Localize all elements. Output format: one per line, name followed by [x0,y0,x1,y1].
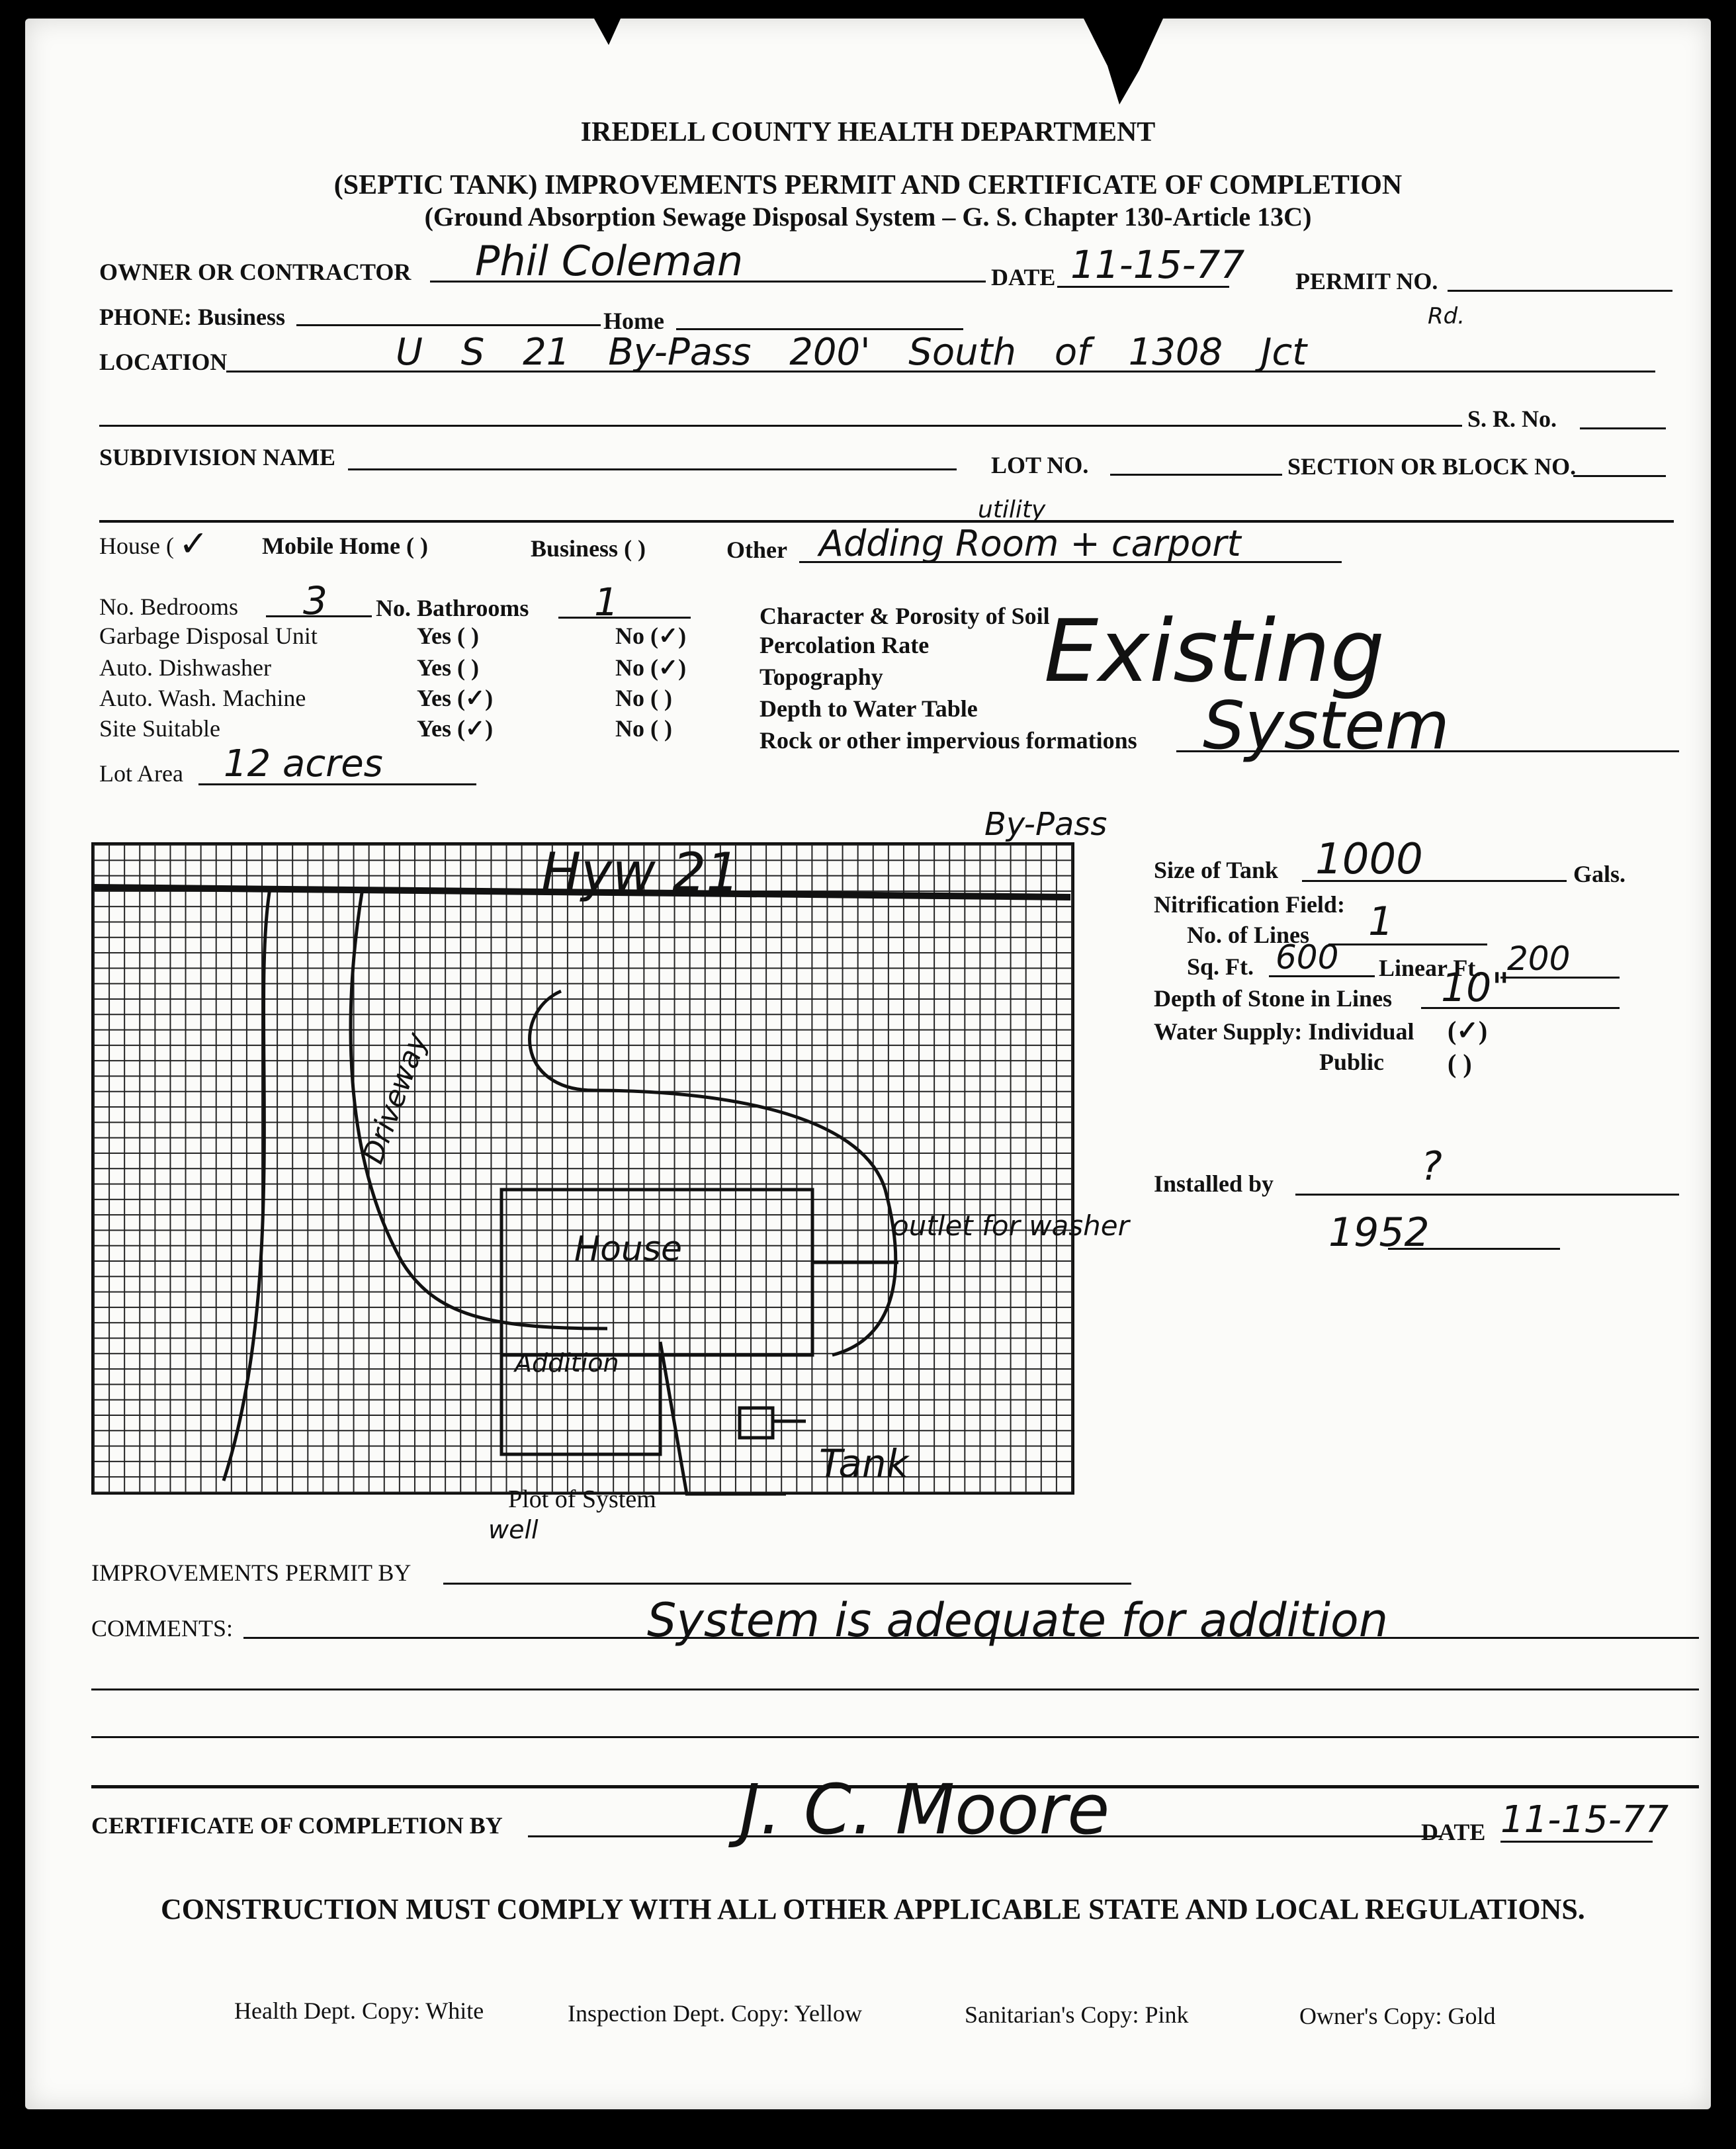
soil-item: Percolation Rate [760,632,930,658]
department-heading: IREDELL COUNTY HEALTH DEPARTMENT [580,117,1156,148]
other-label: Other [726,537,787,563]
fixture-yes[interactable]: Yes ( ) [417,654,479,681]
bedrooms-label: No. Bedrooms [99,593,238,620]
lines-label: No. of Lines [1187,922,1310,948]
bedrooms-value[interactable]: 3 [303,578,327,623]
nitrification-label: Nitrification Field: [1154,891,1345,918]
house-check[interactable]: ✓ [179,523,209,564]
plot-road-label: Hyw 21 [541,842,740,903]
installed-value[interactable]: ? [1421,1143,1442,1190]
owner-label: OWNER OR CONTRACTOR [99,259,412,285]
fixture-no[interactable]: No (✓) [615,654,687,681]
lot-area-label: Lot Area [99,760,183,787]
other-value[interactable]: Adding Room + carport [819,523,1241,564]
linear-value[interactable]: 200 [1507,940,1571,978]
stone-label: Depth of Stone in Lines [1154,985,1393,1012]
comments-label: COMMENTS: [91,1615,234,1642]
plot-caption: Plot of System [508,1485,656,1513]
lines-value[interactable]: 1 [1368,899,1394,945]
fixture-label: Garbage Disposal Unit [99,623,318,649]
installed-line [1295,1194,1679,1196]
plot-road-note: By-Pass [984,806,1107,843]
tank-size-label: Size of Tank [1154,857,1279,883]
lot-no-label: LOT NO. [991,452,1089,478]
copy-inspection: Inspection Dept. Copy: Yellow [568,2000,862,2027]
permit-no-label: PERMIT NO. [1295,268,1438,294]
bathrooms-value[interactable]: 1 [594,580,619,625]
plot-house-label: House [574,1229,682,1269]
subdivision-line [348,468,957,470]
sr-no-label: S. R. No. [1467,406,1557,432]
copy-sanitarian: Sanitarian's Copy: Pink [965,2001,1189,2028]
soil-item: Topography [760,664,883,690]
copy-owner: Owner's Copy: Gold [1299,2003,1496,2029]
lot-no-line [1110,474,1282,476]
certificate-date-value[interactable]: 11-15-77 [1500,1798,1669,1841]
phone-home-label: Home [603,308,664,334]
location-rd-note: Rd. [1428,303,1465,329]
soil-item: Character & Porosity of Soil [760,603,1050,629]
fixture-no[interactable]: No ( ) [615,715,672,742]
location-label: LOCATION [99,349,228,375]
bathrooms-line [558,617,691,619]
plot-sketch [91,812,1216,1527]
compliance-notice: CONSTRUCTION MUST COMPLY WITH ALL OTHER APPLICABLE STATE AND LOCAL REGULATIONS. [161,1893,1585,1925]
comments-line-2 [91,1688,1699,1690]
comments-value[interactable]: System is adequate for addition [647,1593,1389,1647]
section-block-label: SECTION OR BLOCK NO. [1287,453,1577,480]
installed-year[interactable]: 1952 [1328,1209,1430,1256]
plot-outlet-label: outlet for washer [892,1209,1129,1242]
plot-tank-label: Tank [819,1441,909,1486]
water-public-check[interactable]: ( ) [1448,1049,1472,1078]
section-block-line [1573,475,1666,477]
water-individual-check[interactable]: (✓) [1448,1016,1488,1045]
house-label: House ( [99,533,174,559]
fixture-label: Auto. Dishwasher [99,654,271,681]
certificate-date-label: DATE [1421,1819,1486,1845]
form-title: (SEPTIC TANK) IMPROVEMENTS PERMIT AND CERTIFICATE OF COMPLETION [333,170,1403,200]
fixture-yes[interactable]: Yes ( ) [417,623,479,649]
date-value[interactable]: 11-15-77 [1070,242,1245,287]
subdivision-label: SUBDIVISION NAME [99,444,336,470]
fixture-label: Auto. Wash. Machine [99,685,306,711]
soil-note-existing[interactable]: Existing [1044,601,1385,701]
soil-item: Rock or other impervious formations [760,727,1137,754]
plot-well-label: well [488,1515,539,1544]
phone-business-line [296,324,601,326]
fixture-yes[interactable]: Yes (✓) [417,715,494,742]
fixture-label: Site Suitable [99,715,220,742]
other-note: utility [978,496,1046,523]
tank-size-value[interactable]: 1000 [1315,835,1423,884]
permit-sheet [25,19,1711,2109]
owner-value[interactable]: Phil Coleman [475,237,744,285]
permit-no-line [1448,290,1672,292]
fixture-no[interactable]: No (✓) [615,623,687,649]
certificate-signature[interactable]: J. C. Moore [740,1769,1110,1850]
form-subtitle: (Ground Absorption Sewage Disposal System – G. S. Chapter 130-Article 13C) [424,202,1312,232]
torn-edge [1084,19,1163,105]
water-supply-label: Water Supply: Individual [1154,1018,1414,1045]
comments-line-3 [91,1736,1699,1738]
linear-label: Linear Ft. [1379,955,1482,981]
soil-note-system[interactable]: System [1203,687,1450,764]
copy-health: Health Dept. Copy: White [234,1997,484,2024]
plot-driveway-label: Driveway [356,1028,435,1168]
sr-no-line [1580,427,1666,429]
fixture-no[interactable]: No ( ) [615,685,672,711]
soil-item: Depth to Water Table [760,695,978,722]
stone-value[interactable]: 10" [1441,965,1510,1011]
lines-line [1328,943,1487,945]
phone-home-line [676,328,963,330]
certificate-label: CERTIFICATE OF COMPLETION BY [91,1812,503,1839]
business-label: Business ( ) [531,535,646,562]
tank-gals-label: Gals. [1573,861,1626,887]
improvements-line [443,1583,1131,1585]
location-value[interactable]: U S 21 By-Pass 200' South of 1308 Jct [396,331,1307,374]
fixture-yes[interactable]: Yes (✓) [417,685,494,711]
installed-year-line [1388,1248,1560,1250]
sqft-label: Sq. Ft. [1187,953,1254,980]
mobile-home-label: Mobile Home ( ) [262,533,428,559]
installed-label: Installed by [1154,1170,1274,1197]
bathrooms-label: No. Bathrooms [376,595,529,621]
date-label: DATE [991,264,1056,290]
location-line-2 [99,425,1462,427]
plot-addition-label: Addition [515,1348,619,1378]
water-public-label: Public [1319,1049,1385,1075]
sqft-value[interactable]: 600 [1276,938,1339,977]
torn-edge-small [594,19,621,45]
lot-area-value[interactable]: 12 acres [224,742,383,785]
improvements-label: IMPROVEMENTS PERMIT BY [91,1559,412,1586]
phone-business-label: PHONE: Business [99,304,286,330]
